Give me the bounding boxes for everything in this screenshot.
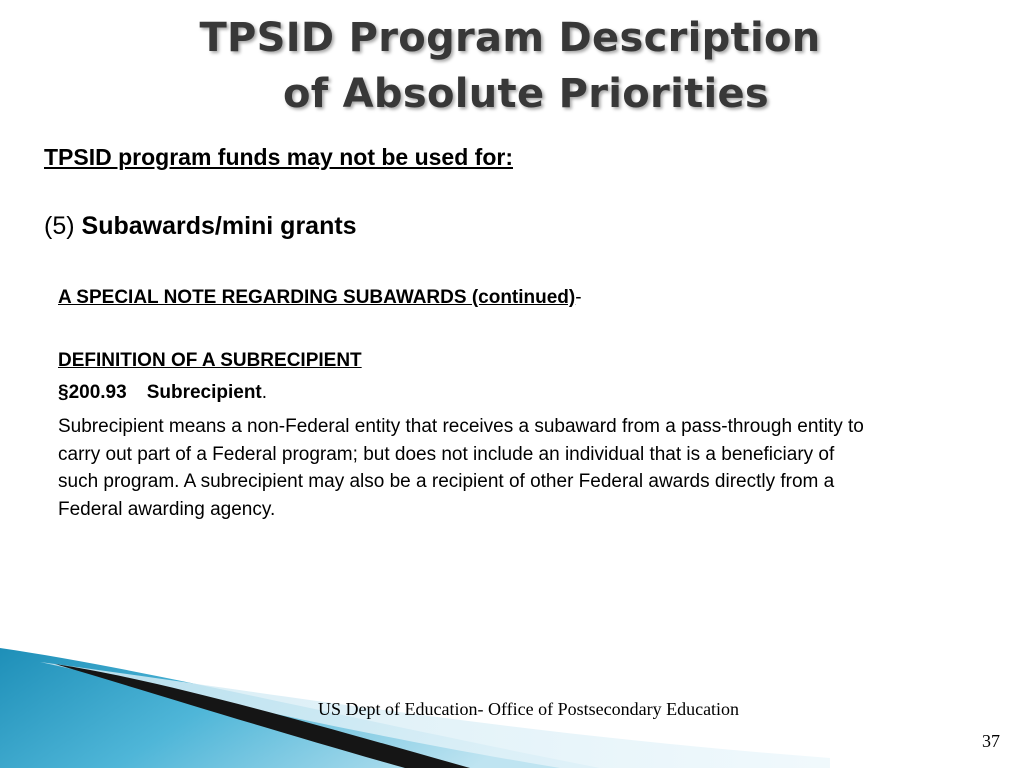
page-number: 37 xyxy=(982,731,1000,751)
special-note-suffix: - xyxy=(575,287,582,308)
special-note-text: A SPECIAL NOTE REGARDING SUBAWARDS (continued) xyxy=(58,287,576,308)
term-suffix: . xyxy=(261,382,268,403)
note-block xyxy=(58,283,878,523)
definition-heading: DEFINITION OF A SUBRECIPIENT xyxy=(58,350,362,371)
definition-text: Subrecipient means a non-Federal entity that receives a subaward from a pass-through entity to carry out part of a Federal program; but does not include an individual that is a beneficiary of such program. A subrecipient may also be a recipient of other Federal awards directly from a Federal awarding agency. xyxy=(58,416,864,520)
item-title: Subawards/mini grants xyxy=(81,212,357,240)
section-heading: TPSID program funds may not be used for: xyxy=(44,144,513,170)
item-number: (5) xyxy=(44,212,75,240)
list-item-5 xyxy=(44,212,357,241)
defined-term: Subrecipient xyxy=(146,382,262,403)
title-line-1: TPSID Program Description xyxy=(199,15,821,61)
title-line-2: of Absolute Priorities xyxy=(282,71,770,117)
section-number: §200.93 xyxy=(58,382,127,403)
footer-source: US Dept of Education- Office of Postsecondary Education xyxy=(318,699,740,719)
section-reference xyxy=(58,378,878,408)
special-note-heading xyxy=(58,283,878,313)
slide-title xyxy=(0,10,1024,122)
